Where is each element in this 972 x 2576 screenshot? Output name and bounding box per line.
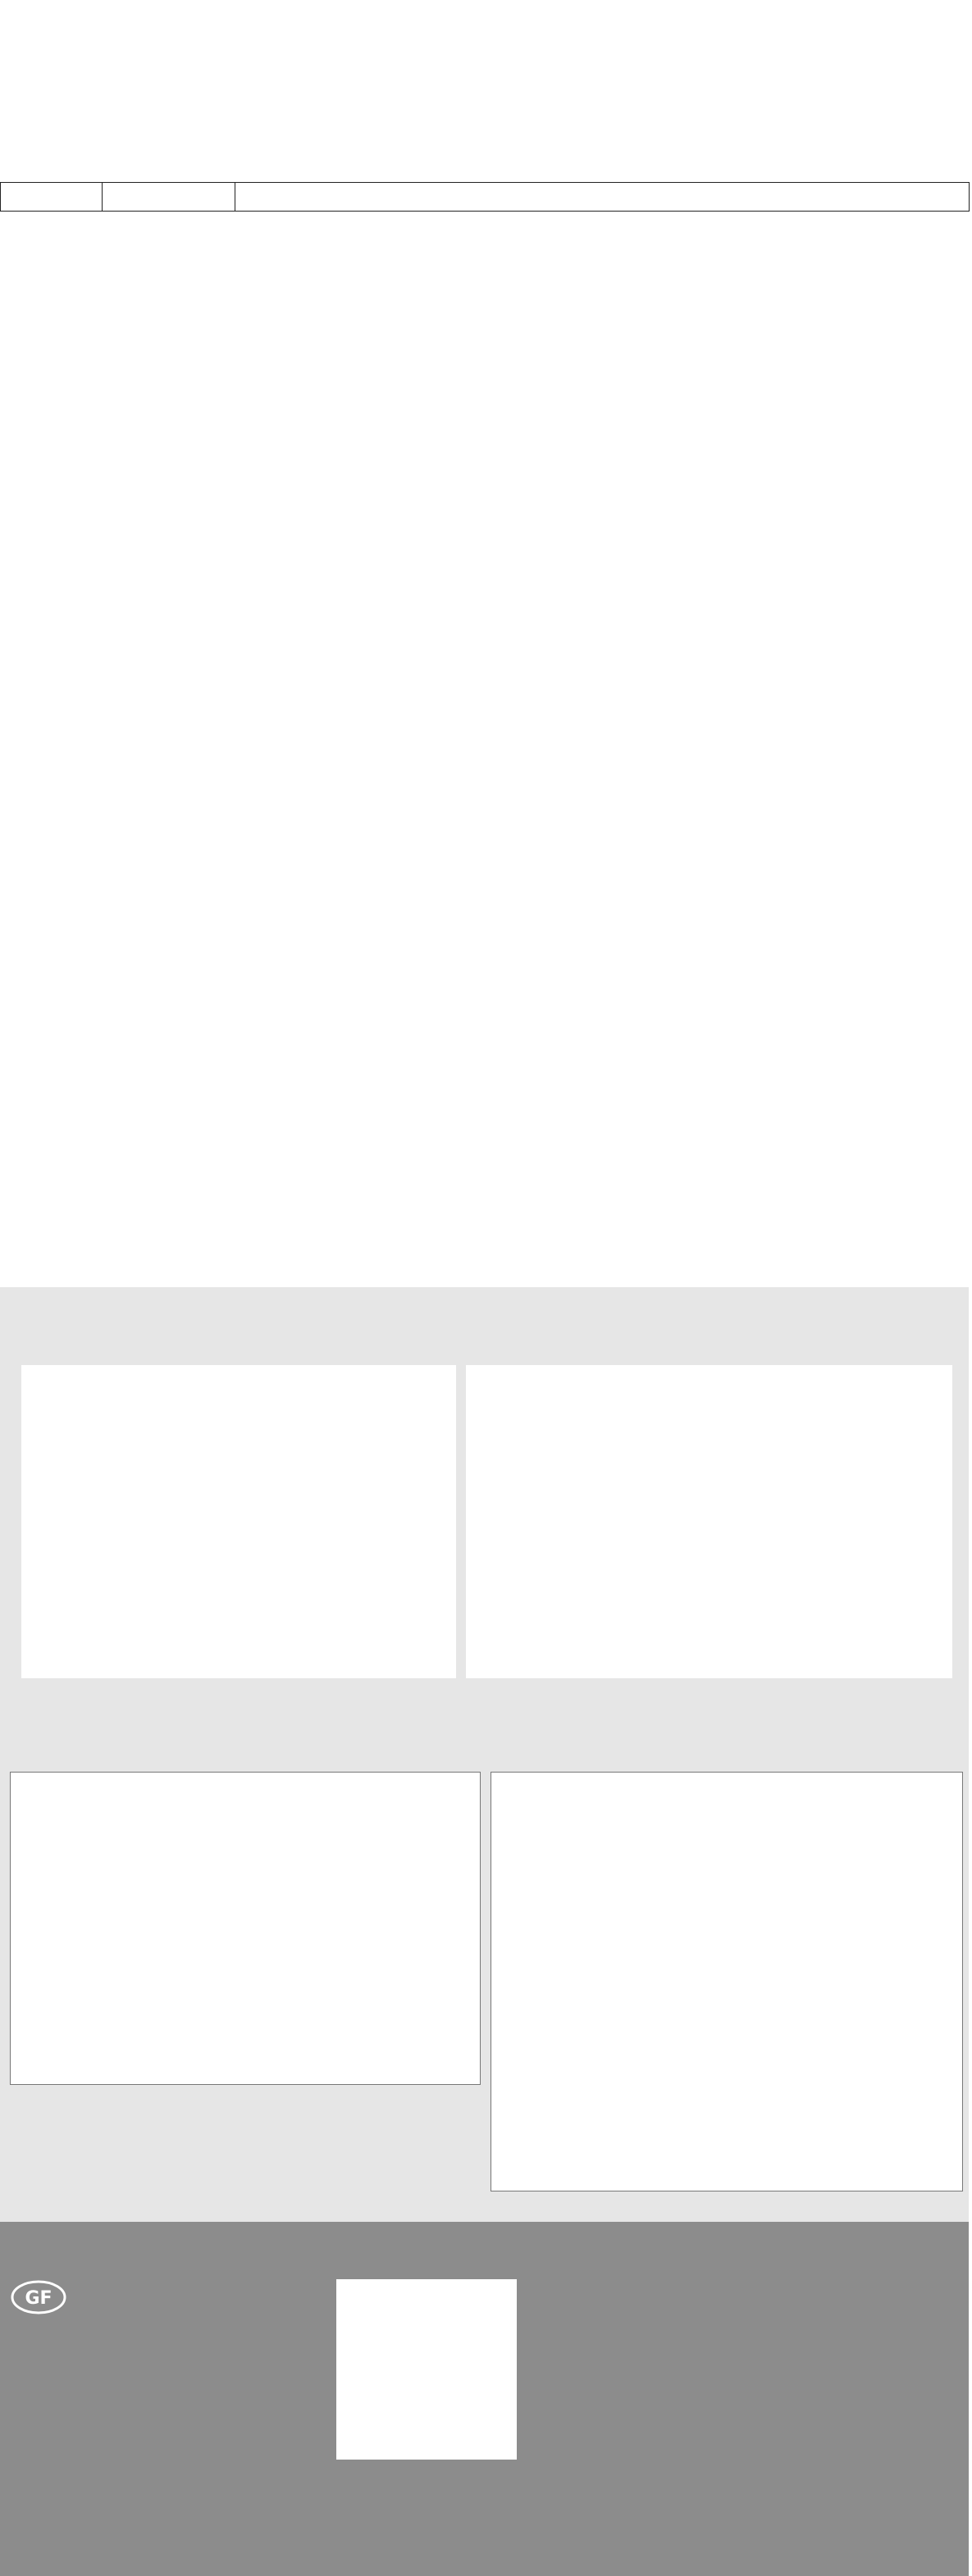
spec-header-row [1,183,970,212]
derating-curve-chart [466,1365,952,1678]
logo-mark-icon [10,2279,67,2315]
footer [0,2222,969,2576]
spec-head-model [103,183,235,212]
connector-table-right [491,1772,963,2191]
qr-code-icon [336,2279,517,2460]
wechat-qr-code [336,2279,517,2460]
spec-head-model-no [235,183,970,212]
spec-head-item [1,183,103,212]
svg-text:GF: GF [25,2288,52,2309]
static-characteristic-chart [21,1365,456,1678]
derating-chart-panel [466,1365,952,1678]
static-chart-panel [21,1365,456,1678]
connector-table-left [10,1772,481,2085]
spec-table [0,182,970,212]
